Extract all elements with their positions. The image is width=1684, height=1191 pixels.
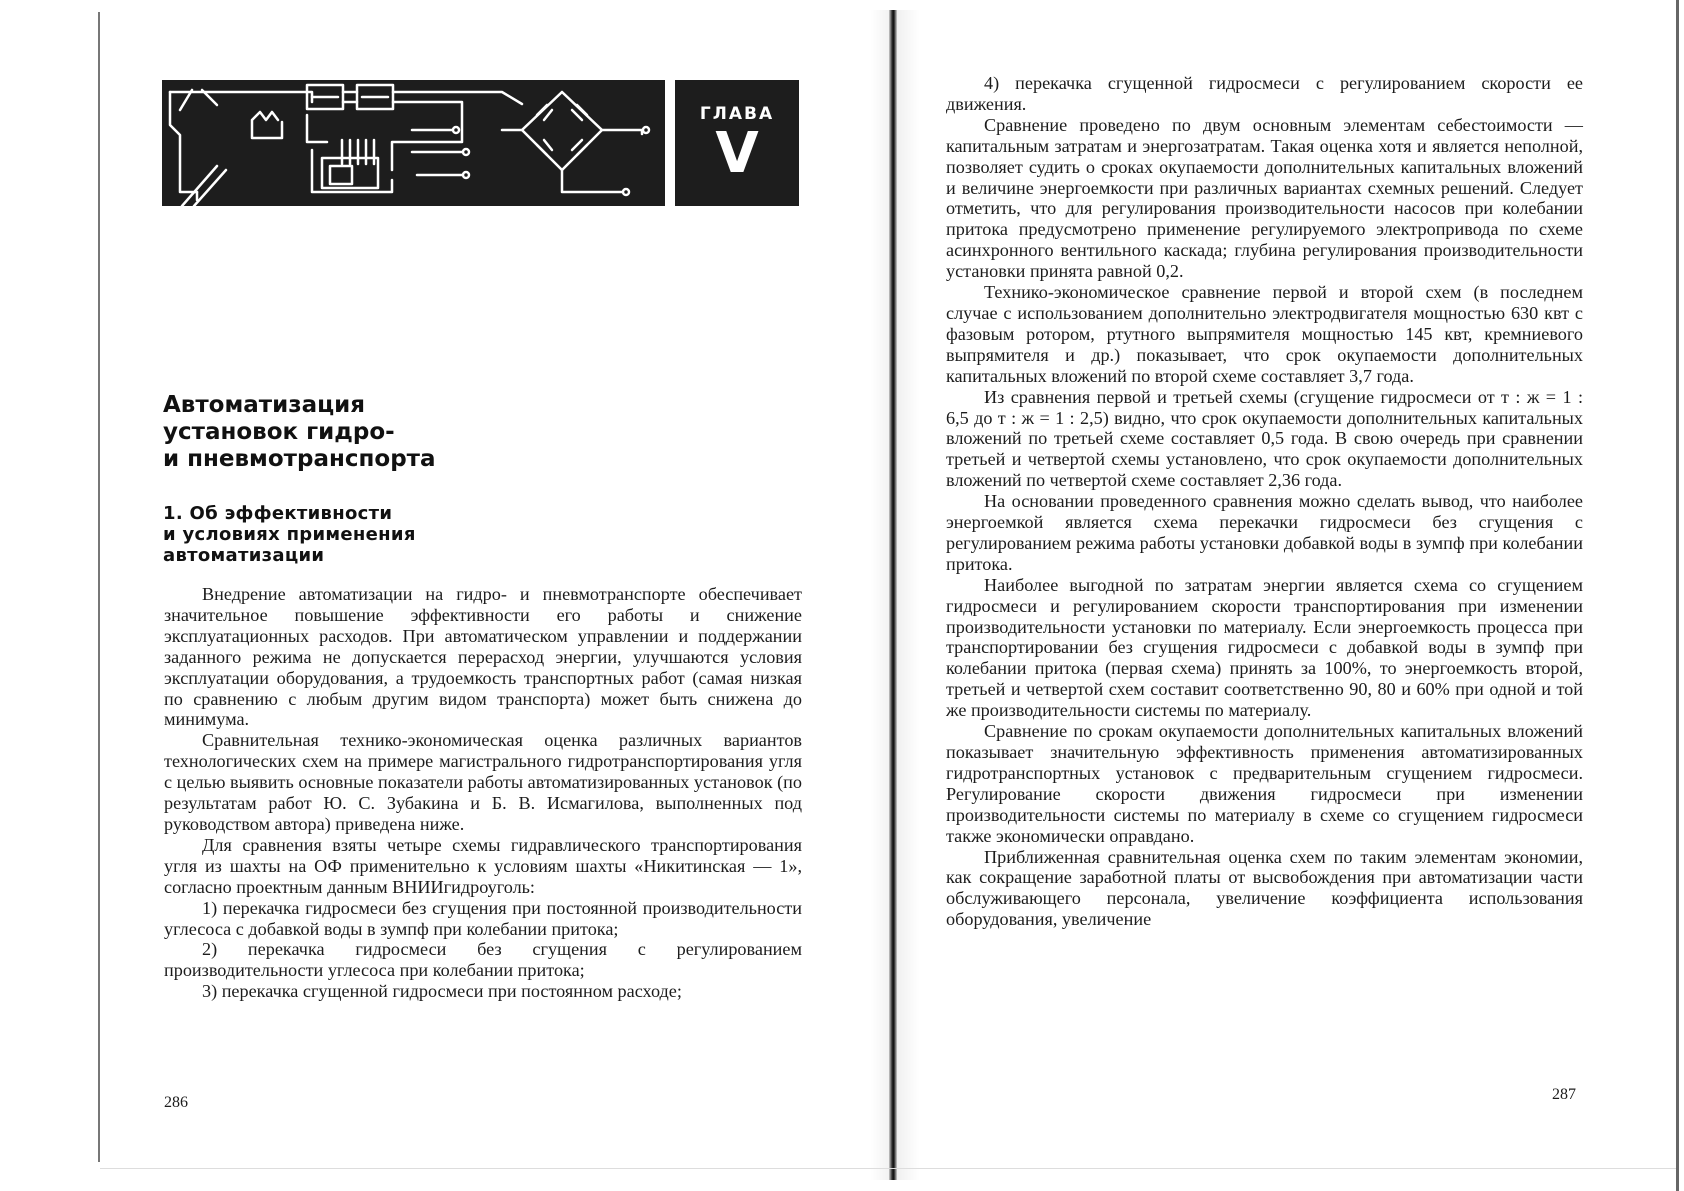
chapter-label: ГЛАВА <box>699 104 775 124</box>
left-page-edge <box>98 12 100 1162</box>
left-page-body <box>164 584 802 1002</box>
paragraph: Наиболее выгодной по затратам энергии является схема со сгущением гидросмеси и регулированием скорости транспортирования при изменении производительности установки по материалу. Если энергоемкость процесса при транспортировании без сгущения гидросмеси с добавкой воды в зумпф при колебании притока (первая схема) принять за 100%, то энергоемкость второй, третьей и четвертой схем составит соответственно 90, 80 и 60% при одной и той же производительности системы по материалу. <box>946 574 1583 721</box>
right-page-edge <box>1676 0 1679 1191</box>
chapter-banner-circuit-illustration <box>162 80 665 206</box>
list-item: 3) перекачка сгущенной гидросмеси при постоянном расходе; <box>202 981 682 1002</box>
section-heading-line: автоматизации <box>163 545 325 566</box>
page-number-left: 286 <box>164 1094 188 1111</box>
chapter-badge <box>675 80 799 206</box>
section-heading-line: 1. Об эффективности <box>163 503 393 524</box>
paragraph: Для сравнения взяты четыре схемы гидравлического транспортирования угля из шахты на ОФ применительно к условиям шахты «Никитинская — 1», согласно проектным данным ВНИИгидроуголь: <box>164 834 802 897</box>
chapter-title <box>163 392 583 473</box>
chapter-number: V <box>715 121 759 186</box>
circuit-diagram-icon <box>162 80 665 206</box>
paragraph: Сравнительная технико-экономическая оценка различных вариантов технологических схем на примере магистрального гидротранспортирования угля с целью выявить основные показатели работы автоматизированных установок (по результатам работ Ю. С. Зубакина и Б. В. Исмагилова, выполненных под руководством автора) приведена ниже. <box>164 730 802 834</box>
paragraph: Технико-экономическое сравнение первой и второй схем (в последнем случае с использованием дополнительно электродвигателя мощностью 630 квт с фазовым ротором, ртутного выпрямителя мощностью 145 квт, кремниевого выпрямителя и др.) показывает, что срок окупаемости дополнительных капитальных вложений по второй схеме составляет 3,7 года. <box>946 282 1583 386</box>
paragraph: Сравнение проведено по двум основным элементам себестоимости — капитальным затратам и энергозатратам. Такая оценка хотя и является неполной, позволяет судить о сроках окупаемости дополнительных капитальных вложений и величине энергоемкости при различных вариантах схемных решений. Следует отметить, что для регулирования производительности насосов при колебании притока предусмотрено применение регулируемого электропривода по схеме асинхронного вентильного каскада; глубина регулирования производительности установки принята равной 0,2. <box>946 114 1583 282</box>
list-item: 4) перекачка сгущенной гидросмеси с регулированием скорости ее движения. <box>946 73 1583 114</box>
section-heading <box>163 503 583 566</box>
paragraph: Сравнение по срокам окупаемости дополнительных капитальных вложений показывает значительную эффективность применения автоматизированных гидротранспортных установок с предварительным сгущением гидросмеси. Регулирование скорости движения гидросмеси при изменении производительности системы по материалу в схеме со сгущением гидросмеси также экономически оправдано. <box>946 721 1583 846</box>
list-item: 2) перекачка гидросмеси без сгущения с регулированием производительности углесоса при колебании притока; <box>164 939 802 981</box>
section-heading-line: и условиях применения <box>163 524 416 545</box>
book-gutter <box>889 10 897 1180</box>
chapter-title-line: установок гидро- <box>163 419 395 445</box>
page-number-right: 287 <box>1552 1086 1576 1103</box>
right-page-body <box>946 73 1583 930</box>
paragraph: На основании проведенного сравнения можно сделать вывод, что наиболее энергоемкой является схема перекачки гидросмеси без сгущения с регулированием режима работы установки добавкой воды в зумпф при колебании притока. <box>946 491 1583 574</box>
list-item: 1) перекачка гидросмеси без сгущения при постоянной производительности углесоса с добавкой воды в зумпф при колебании притока; <box>164 897 802 939</box>
chapter-title-line: и пневмотранспорта <box>163 446 436 472</box>
bottom-page-edge <box>100 1168 1676 1169</box>
paragraph: Внедрение автоматизации на гидро- и пневмотранспорте обеспечивает значительное повышение эффективности его работы и снижение эксплуатационных расходов. При автоматическом управлении и поддержании заданного режима не допускается перерасход энергии, улучшаются условия эксплуатации оборудования, а трудоемкость транспортных работ (самая низкая по сравнению с любым другим видом транспорта) может быть снижена до минимума. <box>164 584 802 730</box>
paragraph: Приближенная сравнительная оценка схем по таким элементам экономии, как сокращение заработной платы от высвобождения при автоматизации части обслуживающего персонала, увеличение коэффициента использования оборудования, увеличение <box>946 846 1583 930</box>
chapter-title-line: Автоматизация <box>163 392 366 418</box>
paragraph: Из сравнения первой и третьей схемы (сгущение гидросмеси от т : ж = 1 : 6,5 до т : ж = 1 : 2,5) видно, что срок окупаемости дополнительных капитальных вложений по третьей схеме составляет 0,5 года. В свою очередь при сравнении третьей и четвертой схемы установлено, что срок окупаемости дополнительных вложений по четвертой схеме составляет 2,36 года. <box>946 386 1583 491</box>
